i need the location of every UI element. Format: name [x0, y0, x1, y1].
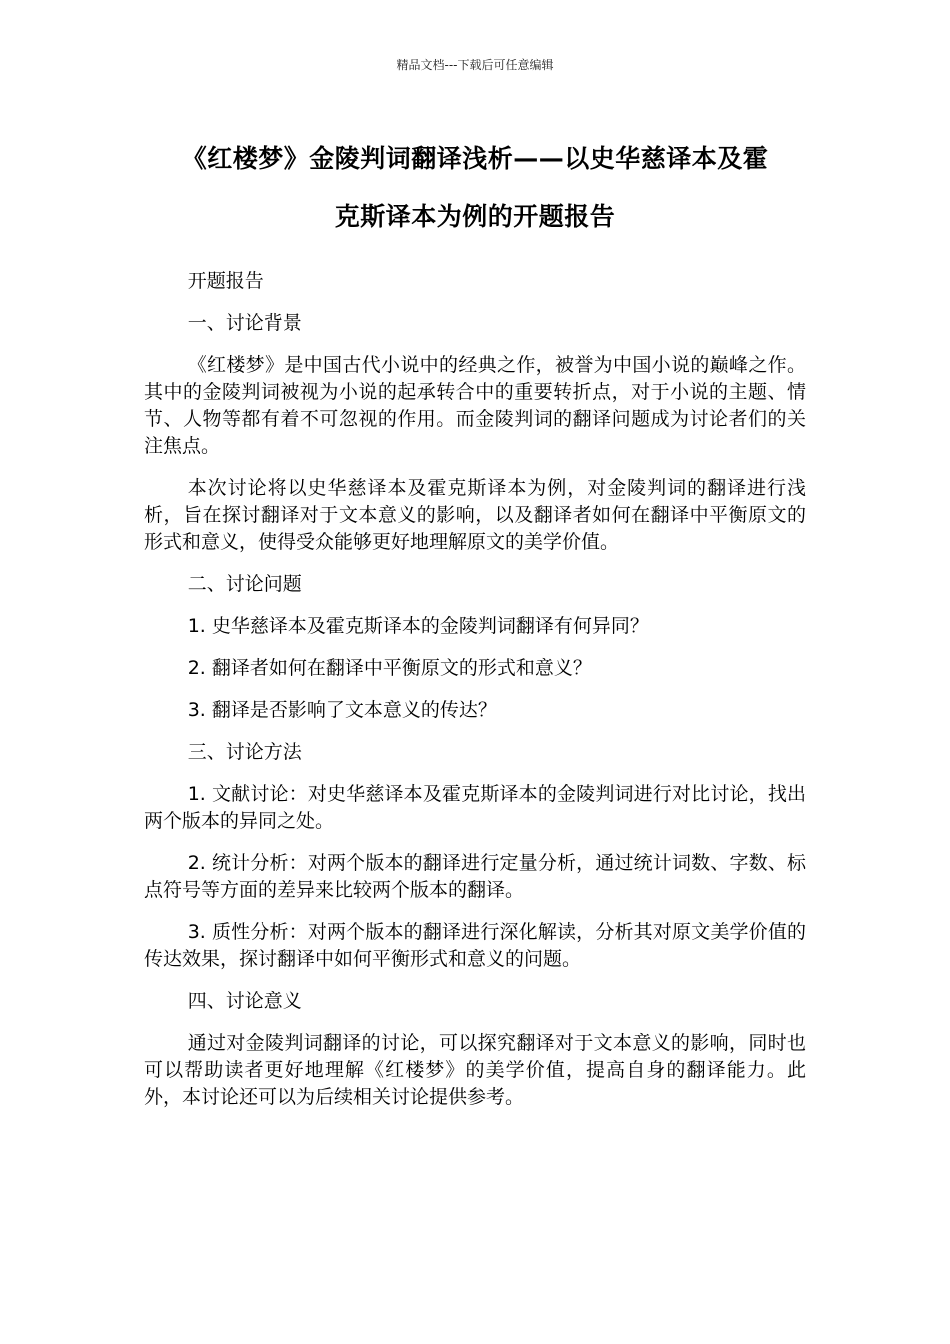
report-label: 开题报告 [187, 270, 264, 292]
list-item: 2. 翻译者如何在翻译中平衡原文的形式和意义？ [187, 657, 592, 679]
document-body [144, 268, 806, 1126]
paragraph: 本次讨论将以史华慈译本及霍克斯译本为例，对金陵判词的翻译进行浅析，旨在探讨翻译对于文本意义的影响，以及翻译者如何在翻译中平衡原文的形式和意义，使得受众能够更好地理解原文的美学价值。 [144, 477, 806, 553]
paragraph: 《红楼梦》是中国古代小说中的经典之作，被誉为中国小说的巅峰之作。其中的金陵判词被视为小说的起承转合中的重要转折点，对于小说的主题、情节、人物等都有着不可忽视的作用。而金陵判词的翻译问题成为讨论者们的关注焦点。 [144, 354, 806, 457]
list-item: 3. 质性分析：对两个版本的翻译进行深化解读，分析其对原文美学价值的传达效果，探讨翻译中如何平衡形式和意义的问题。 [144, 921, 806, 970]
list-item: 1. 文献讨论：对史华慈译本及霍克斯译本的金陵判词进行对比讨论，找出两个版本的异同之处。 [144, 783, 806, 832]
section-heading: 三、讨论方法 [187, 741, 302, 763]
section-methods [144, 739, 806, 973]
section-heading: 四、讨论意义 [187, 990, 302, 1012]
document-title [135, 130, 815, 246]
document-title-line-2: 克斯译本为例的开题报告 [334, 202, 616, 231]
section-heading: 二、讨论问题 [187, 573, 302, 595]
list-item: 3. 翻译是否影响了文本意义的传达？ [187, 699, 497, 721]
list-item: 2. 统计分析：对两个版本的翻译进行定量分析，通过统计词数、字数、标点符号等方面的差异来比较两个版本的翻译。 [144, 852, 806, 901]
paragraph: 通过对金陵判词翻译的讨论，可以探究翻译对于文本意义的影响，同时也可以帮助读者更好地理解《红楼梦》的美学价值，提高自身的翻译能力。此外，本讨论还可以为后续相关讨论提供参考。 [144, 1032, 806, 1108]
section-significance [144, 988, 806, 1111]
section-questions [144, 571, 806, 724]
list-item: 1. 史华慈译本及霍克斯译本的金陵判词翻译有何异同？ [187, 615, 649, 637]
page-header: 精品文档---下载后可任意编辑 [396, 58, 554, 72]
section-background [144, 310, 806, 556]
document-title-line-1: 《红楼梦》金陵判词翻译浅析——以史华慈译本及霍 [181, 144, 769, 173]
section-heading: 一、讨论背景 [187, 312, 302, 334]
